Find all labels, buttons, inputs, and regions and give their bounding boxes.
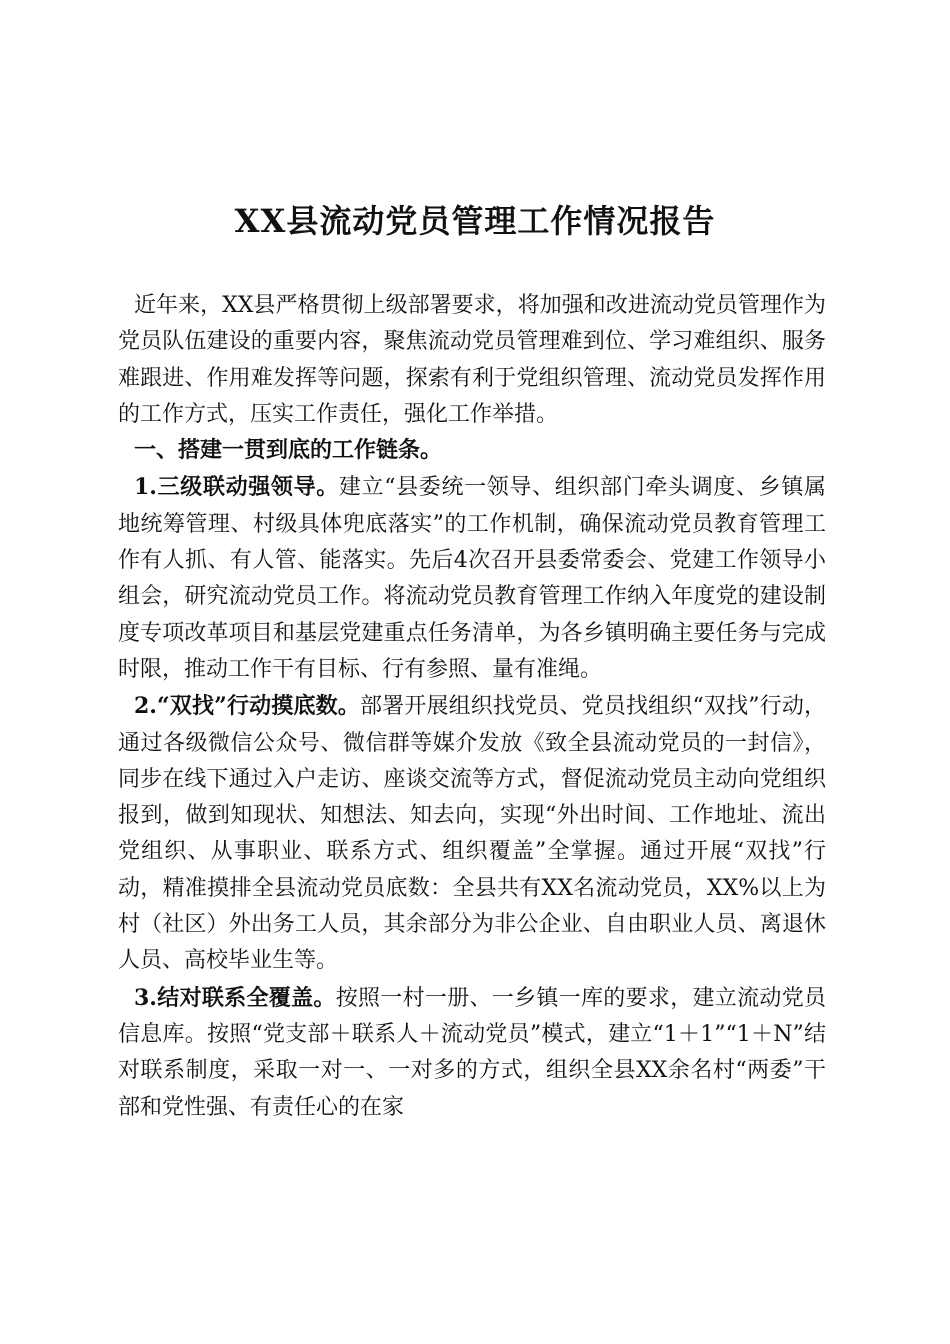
document-body	[118, 288, 826, 1126]
item-lead-2: 2.“双找”行动摸底数。	[134, 693, 360, 720]
item-text-1: 建立“县委统一领导、组织部门牵头调度、乡镇属地统筹管理、村级具体兜底落实”的工作机制，确保流动党员教育管理工作有人抓、有人管、能落实。先后4次召开县委常委会、党建工作领导小组会，研究流动党员工作。将流动党员教育管理工作纳入年度党的建设制度专项改革项目和基层党建重点任务清单，为各乡镇明确主要任务与完成时限，推动工作干有目标、行有参照、量有准绳。	[118, 475, 827, 682]
item-text-2: 部署开展组织找党员、党员找组织“双找”行动，通过各级微信公众号、微信群等媒介发放《致全县流动党员的一封信》，同步在线下通过入户走访、座谈交流等方式，督促流动党员主动向党组织报到，做到知现状、知想法、知去向，实现“外出时间、工作地址、流出党组织、从事职业、联系方式、组织覆盖”全掌握。通过开展“双找”行动，精准摸排全县流动党员底数：全县共有XX名流动党员，XX%以上为村（社区）外出务工人员，其余部分为非公企业、自由职业人员、离退休人员、高校毕业生等。	[118, 694, 826, 974]
item-text-3: 按照一村一册、一乡镇一库的要求，建立流动党员信息库。按照“党支部＋联系人＋流动党员”模式，建立“1＋1”“1＋N”结对联系制度，采取一对一、一对多的方式，组织全县XX余名村“两委”干部和党性强、有责任心的在家	[118, 985, 827, 1120]
item-paragraph-3	[118, 980, 826, 1126]
intro-paragraph: 近年来，XX县严格贯彻上级部署要求，将加强和改进流动党员管理作为党员队伍建设的重要内容，聚焦流动党员管理难到位、学习难组织、服务难跟进、作用难发挥等问题，探索有利于党组织管理、流动党员发挥作用的工作方式，压实工作责任，强化工作举措。	[118, 293, 826, 427]
item-lead-3: 3.结对联系全覆盖。	[134, 984, 336, 1011]
item-paragraph-1	[118, 469, 826, 688]
item-paragraph-2	[118, 688, 826, 979]
item-lead-1: 1.三级联动强领导。	[134, 474, 339, 501]
section-heading-1: 一、搭建一贯到底的工作链条。	[134, 438, 443, 464]
document-title: XX县流动党员管理工作情况报告	[234, 202, 716, 240]
